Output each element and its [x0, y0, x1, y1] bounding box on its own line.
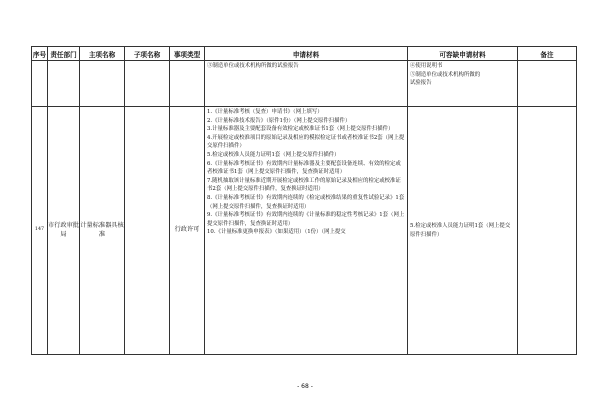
table-row-continuation: [32, 61, 577, 107]
exempt-line: 试验报告: [410, 80, 432, 87]
header-exempt: 可容缺申请材料: [408, 47, 518, 61]
materials-cell: [205, 61, 408, 107]
seq-cell: 147: [32, 107, 48, 355]
table-header-row: [32, 47, 577, 61]
sub-item-cell: [125, 107, 170, 355]
header-seq: 序号: [32, 47, 48, 61]
header-remark: 备注: [518, 47, 577, 61]
material-line: 10.《计量标准更换申报表》（如果适用）（1份）（网上提交: [207, 229, 346, 236]
material-line: 8.《计量标准考核证书》有效期内连续的《检定或校准结果的重复性试验记录》1套（网上提交原件扫描件，复查换证时适用）: [207, 194, 405, 210]
remark-cell: [518, 107, 577, 355]
header-materials: 申请材料: [205, 47, 408, 61]
table-row-147: [32, 107, 577, 355]
exempt-cell: [408, 61, 518, 107]
header-sub-item: 子项名称: [125, 47, 170, 61]
material-line: ③制造单位或技术机构所做的试验报告: [207, 63, 299, 69]
header-dept: 责任部门: [48, 47, 80, 61]
material-line: 6.《计量标准考核证书》有效期内计量标准器及主要配套设备连续、有效的检定或者校准证书1套（网上提交原件扫描件，复查换证时适用）: [207, 160, 401, 176]
materials-cell: [205, 107, 408, 355]
header-type: 事项类型: [170, 47, 205, 61]
main-item-cell: 计量标准器具核准: [80, 107, 125, 355]
material-line: 1.《计量标准考核（复查）申请书》（网上填写）: [207, 109, 323, 115]
material-line: 4.开展检定或校准项目的原始记录及相应的模拟检定证书或者校准证书2套（网上提交原件扫描件）: [207, 134, 405, 150]
material-line: 2.《计量标准技术报告》（原件1份）（网上提交原件扫描件）: [207, 117, 351, 124]
material-line: 9.《计量标准考核证书》有效期内连续的《计量标准的稳定性考核记录》1套（网上提交原件扫描件，复查换证时适用）: [207, 212, 405, 227]
material-line: 5.检定或校准人员能力证明1套（网上提交原件扫描件）: [207, 151, 340, 158]
exempt-line: ⑤制造单位或技术机构所做的: [410, 71, 481, 78]
type-cell: 行政许可: [170, 107, 205, 355]
header-main-item: 主项名称: [80, 47, 125, 61]
material-line: 3.计量标准器及主要配套设备有效检定或校准证书1套（网上提交原件扫描件）: [207, 126, 394, 133]
exempt-cell: 5.检定或校准人员能力证明1套（网上提交原件扫描件）: [408, 107, 518, 355]
page-number: - 68 -: [297, 383, 313, 390]
approval-items-table: [31, 46, 577, 355]
exempt-line: ④使用说明书: [410, 63, 443, 69]
material-line: 7.随机抽取该计量标准近期开展检定或校准工作的原始记录及相应的检定或校准证书2套（网上提交原件扫描件，复查换证时适用）: [207, 177, 401, 193]
dept-cell: 市行政审批局: [48, 107, 80, 355]
